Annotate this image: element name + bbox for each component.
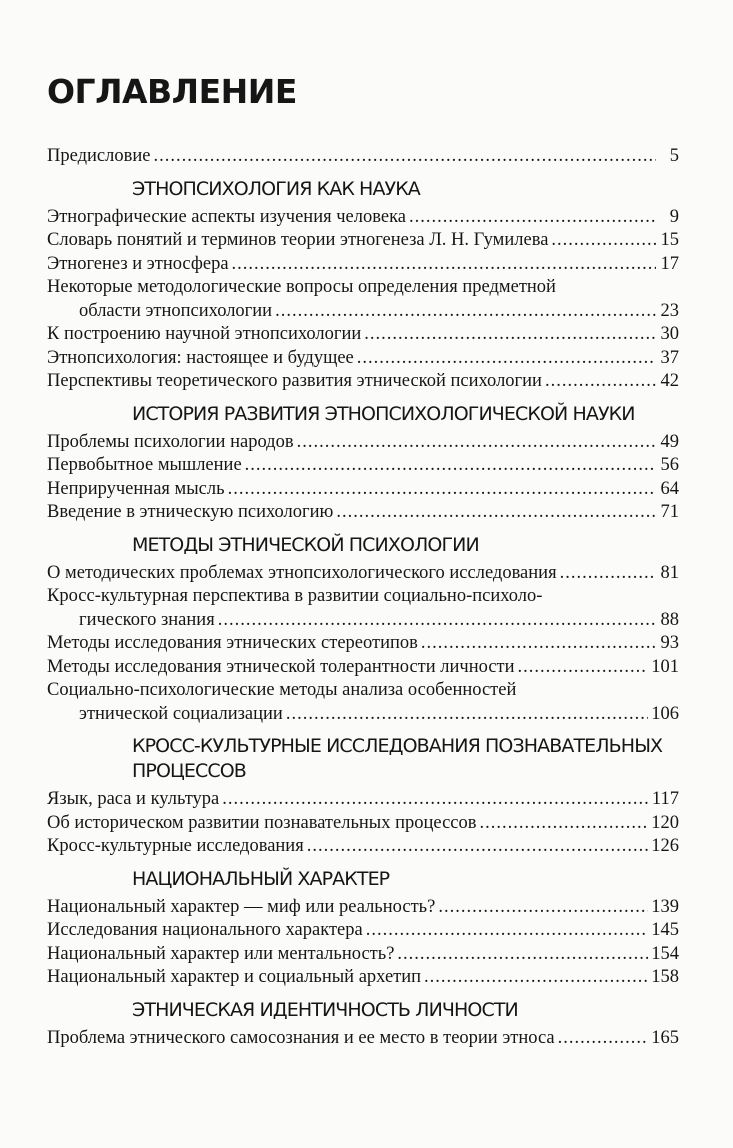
toc-page-number: 145 bbox=[651, 920, 679, 940]
toc-page-number: 126 bbox=[651, 836, 679, 856]
toc-line bbox=[47, 896, 679, 920]
toc-entry-title: Язык, раса и культура bbox=[47, 789, 220, 809]
section-title: МЕТОДЫ ЭТНИЧЕСКОЙ ПСИХОЛОГИИ bbox=[132, 533, 479, 556]
toc-page-number: 117 bbox=[651, 789, 679, 809]
toc-entry-title: Первобытное мышление bbox=[47, 455, 242, 475]
toc-page-number: 23 bbox=[660, 300, 679, 321]
leader-dots bbox=[307, 835, 649, 859]
leader-dots bbox=[336, 501, 656, 525]
toc-entry[interactable] bbox=[47, 896, 679, 920]
toc-line bbox=[47, 1027, 679, 1051]
toc-page-number: 15 bbox=[660, 230, 679, 250]
toc-entry-title: Введение в этническую психологию bbox=[47, 502, 334, 522]
toc-entry[interactable] bbox=[47, 1027, 679, 1051]
toc-entry-title: Национальный характер и социальный архетип bbox=[47, 967, 422, 987]
toc-line bbox=[47, 632, 679, 656]
leader-dots bbox=[397, 943, 648, 967]
toc-entry[interactable] bbox=[47, 585, 679, 632]
toc-line bbox=[47, 145, 679, 169]
toc-entry[interactable] bbox=[47, 431, 679, 455]
toc-page-number: 158 bbox=[651, 967, 679, 987]
toc-line bbox=[47, 835, 679, 859]
leader-dots bbox=[545, 370, 656, 394]
toc-entry[interactable] bbox=[47, 812, 679, 836]
toc-entry-title-line1: Социально-психологические методы анализа особенностей bbox=[47, 680, 517, 700]
toc-entry[interactable] bbox=[47, 632, 679, 656]
toc-entry[interactable] bbox=[47, 788, 679, 812]
toc-page-number: 71 bbox=[660, 502, 679, 522]
toc-line bbox=[47, 788, 679, 812]
toc-entry-title: Национальный характер — миф или реальность? bbox=[47, 896, 436, 917]
toc-entry-title: Перспективы теоретического развития этнической психологии bbox=[47, 371, 542, 391]
toc-line bbox=[47, 609, 679, 633]
toc-entry-title: Проблема этнического самосознания и ее место в теории этноса bbox=[47, 1027, 555, 1048]
leader-dots bbox=[286, 703, 648, 727]
toc-sections bbox=[47, 177, 679, 1051]
toc-line bbox=[47, 919, 679, 943]
leader-dots bbox=[218, 609, 656, 633]
toc-entry[interactable] bbox=[47, 943, 679, 967]
toc-entry-title: К построению научной этнопсихологии bbox=[47, 324, 362, 344]
toc-entry[interactable] bbox=[47, 835, 679, 859]
toc-line bbox=[47, 347, 679, 371]
leader-dots bbox=[366, 919, 649, 943]
toc-entry-title: этнической социализации bbox=[79, 703, 283, 724]
toc-entry-title: гического знания bbox=[79, 609, 215, 630]
toc-entry[interactable] bbox=[47, 370, 679, 394]
table-of-contents bbox=[47, 145, 679, 1050]
toc-entry[interactable] bbox=[47, 919, 679, 943]
toc-line bbox=[47, 656, 679, 680]
toc-line bbox=[47, 478, 679, 502]
toc-line bbox=[47, 501, 679, 525]
section-title: ИСТОРИЯ РАЗВИТИЯ ЭТНОПСИХОЛОГИЧЕСКОЙ НАУКИ bbox=[132, 402, 635, 425]
toc-entry-title-line1: Кросс-культурная перспектива в развитии социально-психоло- bbox=[47, 586, 543, 606]
toc-line bbox=[47, 323, 679, 347]
leader-dots bbox=[232, 253, 656, 277]
toc-line bbox=[47, 370, 679, 394]
toc-page-number: 81 bbox=[660, 562, 679, 583]
toc-line bbox=[47, 812, 679, 836]
toc-entry[interactable] bbox=[47, 206, 679, 230]
toc-line bbox=[47, 562, 679, 586]
leader-dots bbox=[409, 206, 656, 230]
toc-entry[interactable] bbox=[47, 562, 679, 586]
leader-dots bbox=[424, 966, 648, 990]
toc-entry-title: Исследования национального характера bbox=[47, 920, 363, 940]
toc-line bbox=[47, 300, 679, 324]
leader-dots bbox=[228, 478, 656, 502]
leader-dots bbox=[357, 347, 656, 371]
toc-page-number: 101 bbox=[651, 656, 679, 677]
toc-page-number: 139 bbox=[651, 896, 679, 917]
toc-entry[interactable] bbox=[47, 253, 679, 277]
toc-page-number: 64 bbox=[660, 478, 679, 499]
section-title: НАЦИОНАЛЬНЫЙ ХАРАКТЕР bbox=[132, 867, 390, 890]
toc-page-number: 165 bbox=[651, 1027, 679, 1048]
toc-entry[interactable] bbox=[47, 347, 679, 371]
page-title: ОГЛАВЛЕНИЕ bbox=[47, 72, 297, 111]
leader-dots bbox=[153, 145, 656, 169]
toc-entry-title: Этнопсихология: настоящее и будущее bbox=[47, 347, 354, 368]
toc-line bbox=[47, 703, 679, 727]
section-title: ЭТНОПСИХОЛОГИЯ КАК НАУКА bbox=[132, 177, 420, 200]
toc-entry[interactable] bbox=[47, 966, 679, 990]
leader-dots bbox=[275, 300, 656, 324]
toc-page-number: 17 bbox=[660, 253, 679, 274]
toc-entry-title: Методы исследования этнических стереотипов bbox=[47, 633, 418, 653]
toc-page-number: 49 bbox=[660, 431, 679, 452]
toc-entry-title: Словарь понятий и терминов теории этногенеза Л. Н. Гумилева bbox=[47, 230, 549, 250]
leader-dots bbox=[551, 229, 656, 253]
toc-entry[interactable] bbox=[47, 276, 679, 323]
section-title: КРОСС-КУЛЬТУРНЫЕ ИССЛЕДОВАНИЯ ПОЗНАВАТЕЛЬНЫХ ПРОЦЕССОВ bbox=[132, 735, 663, 782]
toc-entry[interactable] bbox=[47, 229, 679, 253]
toc-entry[interactable] bbox=[47, 656, 679, 680]
toc-line bbox=[47, 431, 679, 455]
toc-entry[interactable] bbox=[47, 501, 679, 525]
leader-dots bbox=[421, 632, 656, 656]
leader-dots bbox=[560, 562, 656, 586]
toc-page-number: 120 bbox=[651, 812, 679, 833]
leader-dots bbox=[558, 1027, 649, 1051]
toc-page-number: 88 bbox=[660, 609, 679, 630]
toc-line bbox=[47, 454, 679, 478]
toc-entry-title: Об историческом развитии познавательных процессов bbox=[47, 812, 477, 833]
toc-entry[interactable] bbox=[47, 454, 679, 478]
toc-page-number: 56 bbox=[660, 455, 679, 475]
toc-page-number: 106 bbox=[651, 703, 679, 724]
toc-entry-title: области этнопсихологии bbox=[79, 300, 273, 321]
toc-entry-title: Национальный характер или ментальность? bbox=[47, 943, 395, 964]
toc-page-number: 5 bbox=[669, 146, 679, 166]
toc-line bbox=[47, 253, 679, 277]
leader-dots bbox=[479, 812, 648, 836]
toc-page-number: 93 bbox=[660, 633, 679, 653]
leader-dots bbox=[245, 454, 656, 478]
toc-entry-title: Предисловие bbox=[47, 146, 151, 166]
toc-entry-title: Этнографические аспекты изучения человека bbox=[47, 206, 406, 227]
toc-entry[interactable] bbox=[47, 323, 679, 347]
toc-entry-title: Этногенез и этносфера bbox=[47, 253, 229, 274]
toc-entry-title: Неприрученная мысль bbox=[47, 478, 225, 499]
toc-page-number: 9 bbox=[669, 206, 679, 227]
toc-page-number: 30 bbox=[660, 324, 679, 344]
toc-page-number: 37 bbox=[660, 347, 679, 368]
toc-line bbox=[47, 966, 679, 990]
section-title: ЭТНИЧЕСКАЯ ИДЕНТИЧНОСТЬ ЛИЧНОСТИ bbox=[132, 998, 518, 1021]
leader-dots bbox=[297, 431, 656, 455]
leader-dots bbox=[364, 323, 656, 347]
toc-entry-title: О методических проблемах этнопсихологического исследования bbox=[47, 562, 557, 583]
toc-entry-title: Проблемы психологии народов bbox=[47, 431, 294, 452]
toc-entry[interactable] bbox=[47, 478, 679, 502]
toc-entry[interactable] bbox=[47, 679, 679, 726]
toc-entry-title: Методы исследования этнической толерантности личности bbox=[47, 656, 515, 677]
leader-dots bbox=[222, 788, 649, 812]
toc-entry-title: Кросс-культурные исследования bbox=[47, 836, 304, 856]
leader-dots bbox=[438, 896, 648, 920]
toc-line bbox=[47, 206, 679, 230]
toc-line bbox=[47, 943, 679, 967]
toc-entry-preface[interactable] bbox=[47, 145, 679, 169]
toc-page-number: 154 bbox=[651, 943, 679, 964]
toc-page-number: 42 bbox=[660, 371, 679, 391]
toc-entry-title-line1: Некоторые методологические вопросы определения предметной bbox=[47, 277, 556, 297]
toc-line bbox=[47, 229, 679, 253]
leader-dots bbox=[518, 656, 649, 680]
